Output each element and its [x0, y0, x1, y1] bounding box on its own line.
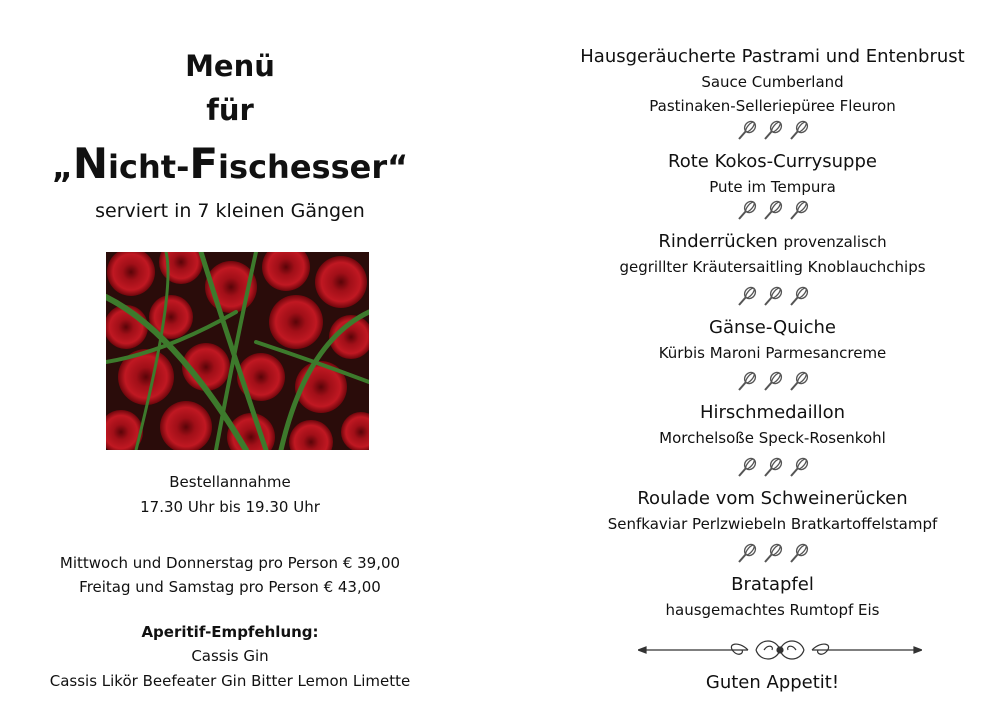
whisk-divider: [560, 286, 985, 310]
course-7: [560, 572, 985, 622]
subtitle: serviert in 7 kleinen Gängen: [95, 200, 365, 222]
whisk-icon: [736, 120, 758, 144]
whisk-divider: [560, 371, 985, 395]
title-initial-f: F: [189, 139, 219, 188]
left-column: [0, 0, 460, 724]
course-name: Hirschmedaillon: [699, 402, 846, 423]
whisk-icon: [788, 286, 810, 310]
course-detail: gegrillter Kräutersaitling Knoblauchchips: [619, 258, 926, 276]
title-line-menu: Menü: [185, 49, 275, 83]
course-6: [560, 486, 985, 536]
whisk-icon: [788, 543, 810, 567]
whisk-icon: [736, 543, 758, 567]
order-time: 17.30 Uhr bis 19.30 Uhr: [140, 498, 320, 516]
whisk-icon: [762, 457, 784, 481]
course-detail: Pastinaken-Selleriepüree Fleuron: [649, 97, 896, 115]
course-detail: Pute im Tempura: [709, 178, 836, 196]
title-quote-open: „: [51, 148, 73, 186]
course-detail: Morchelsoße Speck-Rosenkohl: [659, 429, 886, 447]
roses-illustration: [106, 252, 369, 450]
course-4: [560, 315, 985, 365]
aperitif-heading: Aperitif-Empfehlung:: [141, 623, 319, 641]
whisk-icon: [762, 543, 784, 567]
course-detail: hausgemachtes Rumtopf Eis: [665, 601, 880, 619]
course-name: Roulade vom Schweinerücken: [637, 488, 908, 509]
course-name: [560, 229, 985, 255]
price-weekday: Mittwoch und Donnerstag pro Person € 39,00: [59, 554, 401, 572]
whisk-icon: [788, 200, 810, 224]
course-name-main: Rinderrücken: [658, 231, 778, 252]
whisk-divider: [560, 120, 985, 144]
whisk-divider: [560, 543, 985, 567]
aperitif-name: Cassis Gin: [191, 647, 269, 665]
course-2: [560, 149, 985, 199]
course-name: Gänse-Quiche: [709, 317, 836, 338]
course-detail: Kürbis Maroni Parmesancreme: [658, 344, 887, 362]
course-detail: Senfkaviar Perlzwiebeln Bratkartoffelstampf: [607, 515, 938, 533]
course-name: Hausgeräucherte Pastrami und Entenbrust: [580, 46, 965, 67]
course-detail: Sauce Cumberland: [701, 73, 844, 91]
whisk-icon: [762, 120, 784, 144]
aperitif-description: Cassis Likör Beefeater Gin Bitter Lemon Limette: [49, 672, 411, 690]
course-5: [560, 400, 985, 450]
course-name-suffix: provenzalisch: [783, 233, 887, 251]
whisk-icon: [788, 120, 810, 144]
title-line-fuer: für: [206, 93, 254, 127]
whisk-divider: [560, 200, 985, 224]
closing-greeting: Guten Appetit!: [705, 672, 840, 693]
price-weekend: Freitag und Samstag pro Person € 43,00: [79, 578, 381, 596]
red-roses-photo: [106, 252, 369, 450]
title-text-icht: icht-: [108, 148, 190, 186]
title-line-nicht-fischesser: [0, 138, 460, 193]
course-name: Bratapfel: [731, 574, 814, 595]
whisk-icon: [762, 286, 784, 310]
whisk-icon: [736, 371, 758, 395]
scroll-ornament-icon: [638, 636, 922, 664]
title-initial-n: N: [72, 139, 109, 188]
whisk-divider: [560, 457, 985, 481]
whisk-icon: [762, 371, 784, 395]
course-1: [560, 44, 985, 118]
right-column: [560, 0, 985, 724]
title-text-ischesser: ischesser: [218, 148, 388, 186]
order-label: Bestellannahme: [169, 473, 291, 491]
whisk-icon: [736, 286, 758, 310]
whisk-icon: [762, 200, 784, 224]
whisk-icon: [788, 371, 810, 395]
course-3: [560, 229, 985, 279]
course-name: Rote Kokos-Currysuppe: [668, 151, 877, 172]
whisk-icon: [736, 200, 758, 224]
title-quote-close: “: [387, 148, 409, 186]
whisk-icon: [788, 457, 810, 481]
whisk-icon: [736, 457, 758, 481]
